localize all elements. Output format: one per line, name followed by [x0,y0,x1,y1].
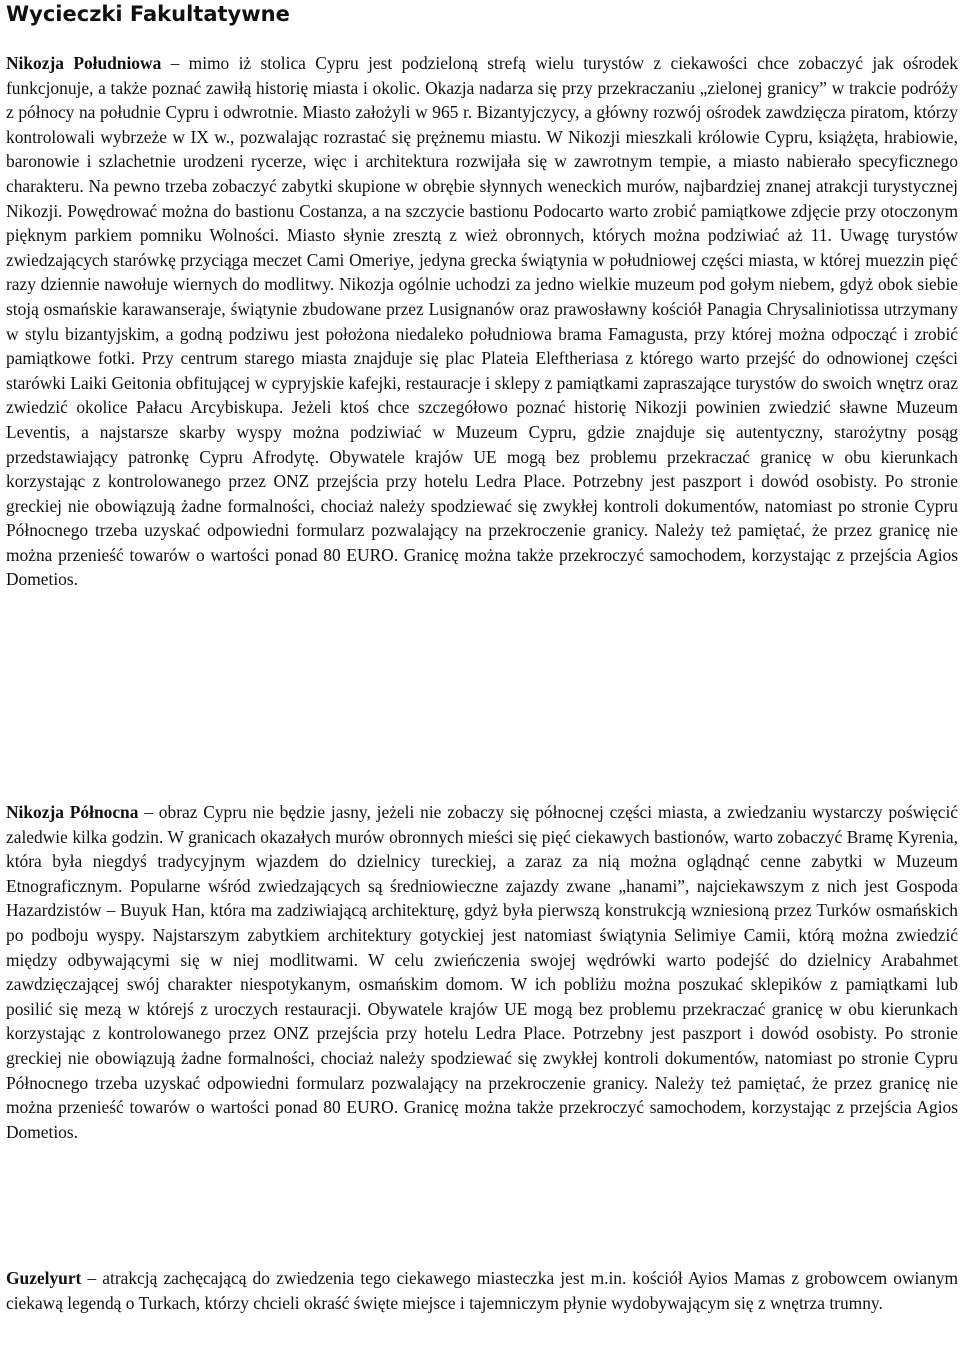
section-text: – obraz Cypru nie będzie jasny, jeżeli nie zobaczy się północnej części miasta, a zwiedzaniu wystarczy poświęcić zaledwie kilka godzin. W granicach okazałych murów obronnych mieści się pięć ciekawych bastionów, warto zobaczyć Bramę Kyrenia, która była niegdyś tradycyjnym wjazdem do dzielnicy tureckiej, a zaraz za nią można oglądnąć cenne zabytki w Muzeum Etnograficznym. Popularne wśród zwiedzających są średniowieczne zajazdy zwane „hanami”, najciekawszym z nich jest Gospoda Hazardzistów – Buyuk Han, która ma zadziwiającą architekturę, gdyż była pierwszą konstrukcją wzniesioną przez Turków osmańskich po podboju wyspy. Najstarszym zabytkiem architektury gotyckiej jest natomiast świątynia Selimiye Camii, którą można zwiedzić między odbywającymi się w niej modlitwami. W celu zwieńczenia swojej wędrówki warto podejść do dzielnicy Arabahmet zawdzięczającej swój charakter niespotykanym, osmańskim domom. W ich pobliżu można poszukać sklepików z pamiątkami lub posilić się mezą w którejś z uroczych restauracji. Obywatele krajów UE mogą bez problemu przekraczać granicę w obu kierunkach korzystając z kontrolowanego przez ONZ przejścia przy hotelu Ledra Place. Potrzebny jest paszport i dowód osobisty. Po stronie greckiej nie obowiązują żadne formalności, chociaż należy spodziewać się zwykłej kontroli dokumentów, natomiast po stronie Cypru Północnego trzeba uzyskać odpowiedni formularz pozwalający na przekroczenie granicy. Należy też pamiętać, że przez granicę nie można przenieść towarów o wartości ponad 80 EURO. Granicę można także przekroczyć samochodem, korzystając z przejścia Agios Dometios. [6,802,958,1142]
section-term: Nikozja Południowa [6,53,162,73]
section-nikozja-poludniowa [6,51,958,592]
section-text: – mimo iż stolica Cypru jest podzieloną strefą wielu turystów z ciekawości chce zobaczyć jak ośrodek funkcjonuje, a także poznać zawiłą historię miasta i okolic. Okazja nadarza się przy przekraczaniu „zielonej granicy” w trakcie podróży z północy na południe Cypru i odwrotnie. Miasto założyli w 965 r. Bizantyjczycy, a główny rozwój ośrodek zawdzięcza piratom, którzy kontrolowali wybrzeże w IX w., pozwalając rozrastać się prężnemu miastu. W Nikozji mieszkali królowie Cypru, książęta, hrabiowie, baronowie i szlachetnie urodzeni rycerze, więc i architektura rozwijała się w zawrotnym tempie, a miasto nabierało specyficznego charakteru. Na pewno trzeba zobaczyć zabytki skupione w obrębie słynnych weneckich murów, najbardziej znanej atrakcji turystycznej Nikozji. Powędrować można do bastionu Costanza, a na szczycie bastionu Podocarto warto zrobić pamiątkowe zdjęcie przy otoczonym pięknym parkiem pomniku Wolności. Miasto słynie zresztą z wież obronnych, których można podziwiać aż 11. Uwagę turystów zwiedzających starówkę przyciąga meczet Cami Omeriye, jedyna grecka świątynia w południowej części miasta, w której muezzin pięć razy dziennie nawołuje wiernych do modlitwy. Nikozja ogólnie uchodzi za jedno wielkie muzeum pod gołym niebem, gdyż obok siebie stoją osmańskie karawanseraje, świątynie zbudowane przez Lusignanów oraz prawosławny kościół Panagia Chrysaliniotissa utrzymany w stylu bizantyjskim, a godną podziwu jest położona niedaleko południowa brama Famagusta, przy której można odpocząć i zrobić pamiątkowe fotki. Przy centrum starego miasta znajduje się plac Plateia Eleftheriasa z którego warto przejść do odnowionej części starówki Laiki Geitonia obfitującej w cypryjskie kafejki, restauracje i sklepy z pamiątkami zapraszające turystów do swoich wnętrz oraz zwiedzić okolice Pałacu Arcybiskupa. Jeżeli ktoś chce szczegółowo poznać historię Nikozji powinien zwiedzić sławne Muzeum Leventis, a najstarsze skarby wyspy można podziwiać w Muzeum Cypru, gdzie znajduje się autentyczny, starożytny posąg przedstawiający patronkę Cypru Afrodytę. Obywatele krajów UE mogą bez problemu przekraczać granicę w obu kierunkach korzystając z kontrolowanego przez ONZ przejścia przy hotelu Ledra Place. Potrzebny jest paszport i dowód osobisty. Po stronie greckiej nie obowiązują żadne formalności, chociaż należy spodziewać się zwykłej kontroli dokumentów, natomiast po stronie Cypru Północnego trzeba uzyskać odpowiedni formularz pozwalający na przekroczenie granicy. Należy też pamiętać, że przez granicę nie można przenieść towarów o wartości ponad 80 EURO. Granicę można także przekroczyć samochodem, korzystając z przejścia Agios Dometios. [6,53,958,590]
section-nikozja-polnocna [6,800,958,1144]
section-term: Guzelyurt [6,1268,82,1288]
document-page [6,0,958,1313]
section-text: – atrakcją zachęcającą do zwiedzenia tego ciekawego miasteczka jest m.in. kościół Ayios Mamas z grobowcem owianym ciekawą legendą o Turkach, którzy chcieli okraść święte miejsce i tajemniczym płynie wydobywającym się z wnętrza trumny. [6,1268,958,1313]
page-title: Wycieczki Fakultatywne [6,2,290,26]
section-guzelyurt [6,1266,958,1315]
section-term: Nikozja Północna [6,802,139,822]
